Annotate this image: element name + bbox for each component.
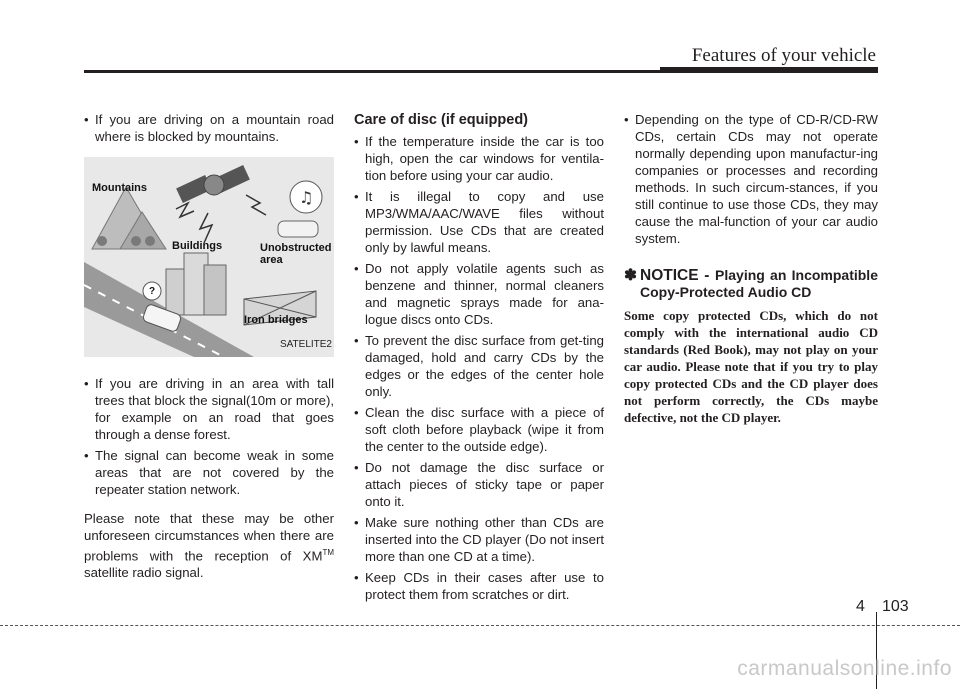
signal-bolt-icon xyxy=(200,213,212,243)
column-1 xyxy=(84,111,334,581)
bullet-clean-disc: • Clean the disc surface with a piece of soft cloth before playback (wipe it from the center to the outside edge). xyxy=(354,404,604,455)
bullet-illegal-copy: • It is illegal to copy and use MP3/WMA/AAC/WAVE files without permission. Use CDs that are created only by lawful means. xyxy=(354,188,604,256)
reception-note: Please note that these may be other unforeseen circumstances when there are problems with the reception of XM™ satellite radio signal. xyxy=(84,511,334,581)
notice-label: NOTICE - xyxy=(640,267,710,284)
column-3 xyxy=(624,111,878,426)
label-area: area xyxy=(260,254,283,266)
label-question: ? xyxy=(149,286,156,297)
satellite-reception-figure xyxy=(84,157,334,357)
bullet-weak-signal: • The signal can become weak in some areas that are not covered by the repeater station network. xyxy=(84,447,334,498)
section-title: Features of your vehicle xyxy=(691,45,876,66)
tree-icon xyxy=(131,236,141,246)
signal-bolt-icon xyxy=(246,195,266,215)
chapter-number: 4 xyxy=(856,598,865,615)
tree-icon xyxy=(145,236,155,246)
label-buildings: Buildings xyxy=(172,240,223,252)
label-unobstructed: Unobstructed xyxy=(260,242,332,254)
bullet-no-damage: • Do not damage the disc surface or attach pieces of sticky tape or paper onto it. xyxy=(354,459,604,510)
car-unobstructed-icon xyxy=(278,221,318,237)
bullet-temperature: • If the temperature inside the car is too high, open the car windows for ventila-tion before using your car audio. xyxy=(354,133,604,184)
header-rule-accent xyxy=(660,67,878,73)
svg-text:♫: ♫ xyxy=(299,188,314,207)
notice-heading xyxy=(624,267,878,301)
care-of-disc-heading: Care of disc (if equipped) xyxy=(354,112,529,128)
trademark-mark: TM xyxy=(322,548,334,557)
building-shape xyxy=(204,265,226,315)
bullet-mountain-road: • If you are driving on a mountain road where is blocked by mountains. xyxy=(84,111,334,145)
figure-code: SATELITE2 xyxy=(279,339,332,350)
bullet-only-cds: • Make sure nothing other than CDs are inserted into the CD player (Do not insert more than one CD at a time). xyxy=(354,514,604,565)
tree-icon xyxy=(97,236,107,246)
bullet-cdr-types: • Depending on the type of CD-R/CD-RW CDs, certain CDs may not operate normally depending upon manufactur-ing companies or processes and recording methods. In such circum-stances, if you still continue to use those CDs, they may cause the mal-function of your car audio system. xyxy=(624,111,878,247)
watermark: carmanualsonline.info xyxy=(737,657,952,680)
page-number: 103 xyxy=(882,598,909,615)
notice-star-icon: ✽ xyxy=(624,267,637,284)
bullet-keep-in-cases: • Keep CDs in their cases after use to protect them from scratches or dirt. xyxy=(354,569,604,603)
signal-bolt-icon xyxy=(176,203,194,217)
satellite-body-icon xyxy=(204,175,224,195)
building-shape xyxy=(166,269,186,315)
bullet-tall-trees: • If you are driving in an area with tall trees that block the signal(10m or more), for example on an road that goes through a dense forest. xyxy=(84,375,334,443)
notice-text: Some copy protected CDs, which do not comply with the international audio CD standards (Red Book), may not play on your car audio. Please note that if you try to play copy protected CDs and the CD player does not perform correctly, the CDs maybe defective, not the CD player. xyxy=(624,308,878,425)
bullet-hold-edges: • To prevent the disc surface from get-ting damaged, hold and carry CDs by the edges or the edges of the center hole only. xyxy=(354,332,604,400)
label-iron-bridges: Iron bridges xyxy=(244,314,308,326)
bullet-volatile-agents: • Do not apply volatile agents such as benzene and thinner, normal cleaners and magnetic sprays made for ana-logue discs onto CDs. xyxy=(354,260,604,328)
label-mountains: Mountains xyxy=(92,182,147,194)
footer-rule xyxy=(0,625,960,626)
column-2 xyxy=(354,111,604,607)
notice-title: Playing an Incompatible Copy-Protected Audio CD xyxy=(640,267,878,300)
